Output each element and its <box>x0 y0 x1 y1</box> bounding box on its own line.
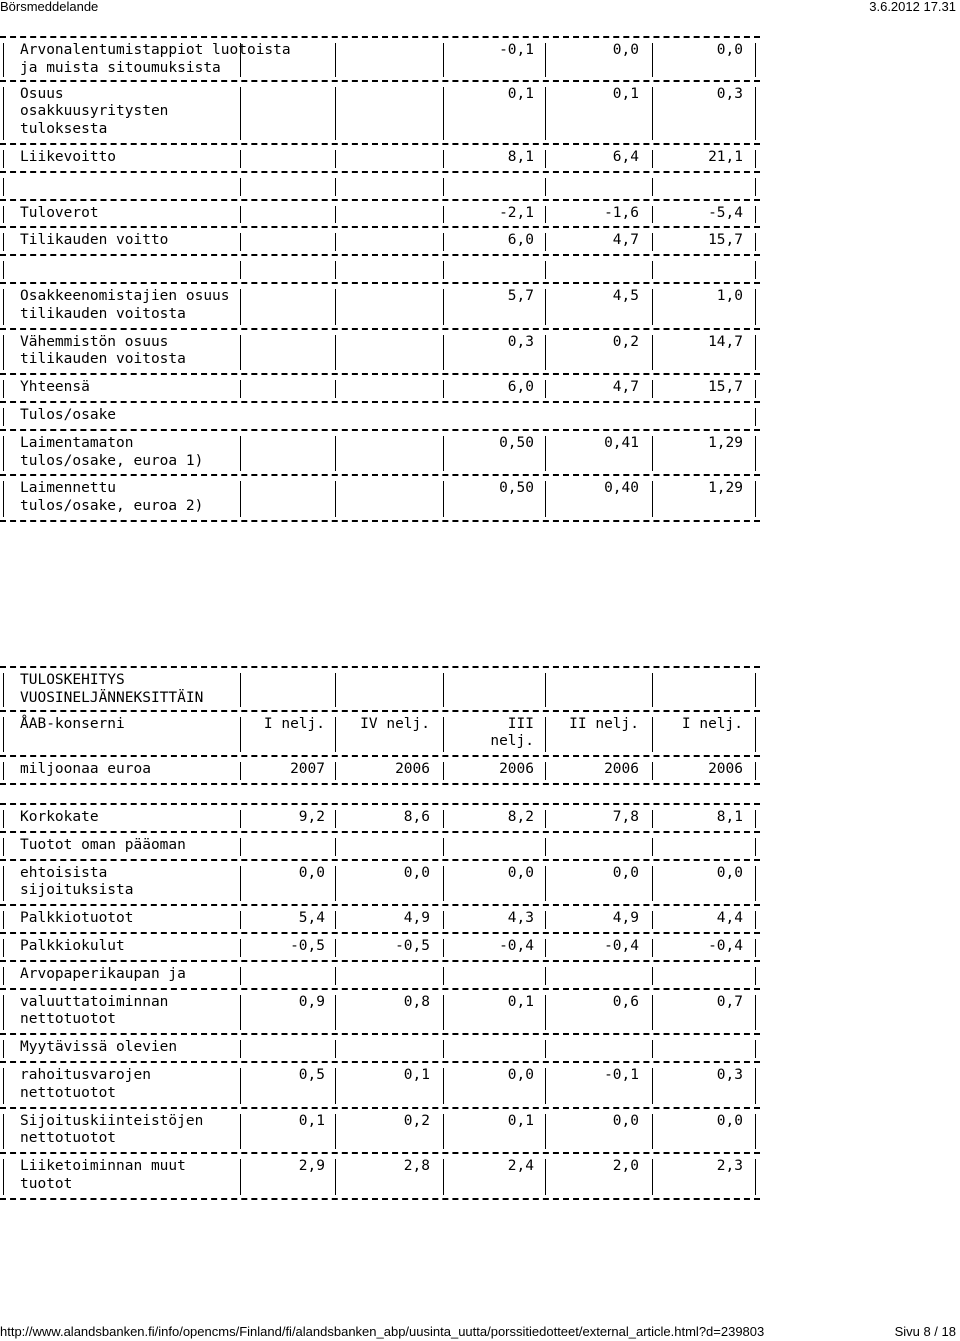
row-value: -1,6 <box>604 204 639 221</box>
quarterly-results-table <box>0 666 760 1200</box>
column-divider <box>3 481 4 517</box>
row-label-line: nettotuotot <box>20 1130 117 1147</box>
row-label <box>20 865 134 901</box>
column-divider <box>755 335 756 371</box>
column-divider <box>755 408 756 426</box>
row-label-line: Liiketoiminnan muut <box>20 1158 186 1175</box>
column-divider <box>3 717 4 753</box>
column-divider <box>755 380 756 398</box>
column-divider <box>240 335 241 371</box>
row-value: 4,9 <box>612 910 639 927</box>
column-divider <box>3 810 4 828</box>
row-label <box>20 1067 151 1103</box>
row-value: 7,8 <box>612 808 639 825</box>
row-label <box>20 407 116 425</box>
column-divider <box>240 967 241 985</box>
column-divider <box>755 911 756 929</box>
column-divider <box>3 1040 4 1058</box>
column-divider <box>755 150 756 168</box>
row-label <box>20 379 90 397</box>
row-value: 0,1 <box>403 1066 430 1083</box>
table-row <box>0 805 760 833</box>
column-divider <box>240 206 241 224</box>
table-row <box>0 145 760 173</box>
row-value: 8,6 <box>403 808 430 825</box>
column-divider <box>755 866 756 902</box>
column-divider <box>755 810 756 828</box>
row-value: 0,0 <box>612 42 639 58</box>
row-value: 0,2 <box>612 333 639 350</box>
row-value: 2,0 <box>612 1158 639 1175</box>
column-divider <box>335 838 336 856</box>
row-value: 0,2 <box>403 1112 430 1129</box>
column-header <box>443 716 534 752</box>
column-divider <box>335 335 336 371</box>
row-label-line: Tulos/osake <box>20 406 117 423</box>
row-label-line: Palkkiotuotot <box>20 910 134 927</box>
table-row <box>0 431 760 477</box>
column-divider <box>755 206 756 224</box>
row-value: 2006 <box>604 761 639 778</box>
column-divider <box>3 866 4 902</box>
column-divider <box>755 1068 756 1104</box>
column-divider <box>335 150 336 168</box>
row-value: 0,0 <box>716 1112 743 1129</box>
row-label <box>20 994 168 1030</box>
row-label <box>20 1113 203 1149</box>
column-divider <box>652 673 653 707</box>
column-divider <box>240 673 241 707</box>
row-label-line: Palkkiokulut <box>20 937 125 954</box>
column-divider <box>335 43 336 77</box>
page-footer <box>0 1324 960 1341</box>
row-value: 2006 <box>395 761 430 778</box>
row-value: 4,7 <box>612 379 639 396</box>
column-divider <box>755 1114 756 1150</box>
row-label-line: osakkuusyritysten <box>20 103 169 120</box>
row-value: 0,6 <box>612 993 639 1010</box>
column-divider <box>3 233 4 251</box>
row-value: 4,7 <box>612 232 639 249</box>
column-divider <box>240 380 241 398</box>
row-label-line: Vähemmistön osuus <box>20 333 169 350</box>
column-divider <box>3 261 4 279</box>
table-row <box>0 962 760 990</box>
column-header-line: III <box>507 715 534 732</box>
column-divider <box>335 1040 336 1058</box>
column-divider <box>3 87 4 140</box>
row-label-line: tulos/osake, euroa 1) <box>20 452 204 469</box>
row-label-line: tuotot <box>20 1175 73 1192</box>
row-label-line: Tilikauden voitto <box>20 232 169 249</box>
row-value: 0,1 <box>298 1112 325 1129</box>
column-divider <box>755 87 756 140</box>
column-header-line: nelj. <box>490 733 534 750</box>
row-label-line: Korkokate <box>20 808 99 825</box>
row-value: -0,4 <box>604 937 639 954</box>
table-row <box>0 990 760 1036</box>
column-divider <box>755 233 756 251</box>
row-label <box>20 149 116 167</box>
row-label <box>20 910 134 928</box>
row-label-line: Liikevoitto <box>20 148 117 165</box>
row-value: 8,1 <box>507 148 534 165</box>
row-value: 0,0 <box>612 864 639 881</box>
row-value: 0,0 <box>507 1066 534 1083</box>
row-label-line: TULOSKEHITYS <box>20 672 125 688</box>
column-divider <box>652 261 653 279</box>
column-divider <box>3 1068 4 1104</box>
row-value: 0,0 <box>403 864 430 881</box>
column-divider <box>443 261 444 279</box>
row-label <box>20 205 99 223</box>
column-divider <box>443 178 444 196</box>
column-divider <box>3 673 4 707</box>
column-divider <box>3 335 4 371</box>
column-divider <box>755 436 756 472</box>
column-divider <box>545 673 546 707</box>
row-label-line: Arvonalentumistappiot luotoista <box>20 42 291 58</box>
column-divider <box>335 178 336 196</box>
row-value: 2006 <box>499 761 534 778</box>
row-value: 5,4 <box>298 910 325 927</box>
column-divider <box>755 838 756 856</box>
column-divider <box>755 481 756 517</box>
column-divider <box>3 43 4 77</box>
column-divider <box>3 1159 4 1195</box>
column-divider <box>652 178 653 196</box>
row-value: 6,0 <box>507 232 534 249</box>
row-label <box>20 334 186 370</box>
table-row <box>0 906 760 934</box>
row-label-line: Myytävissä olevien <box>20 1039 178 1056</box>
column-divider <box>335 481 336 517</box>
row-value: 0,1 <box>507 1112 534 1129</box>
column-header-line: I nelj. <box>263 715 325 732</box>
column-divider <box>755 939 756 957</box>
row-value: 0,0 <box>507 864 534 881</box>
column-divider <box>443 967 444 985</box>
row-label-line: ÅAB-konserni <box>20 715 125 732</box>
column-divider <box>240 289 241 325</box>
column-divider <box>755 1040 756 1058</box>
row-value: 2,4 <box>507 1158 534 1175</box>
row-value: 0,1 <box>507 993 534 1010</box>
table-row <box>0 861 760 907</box>
row-value: 0,0 <box>716 864 743 881</box>
row-label-line: tulos/osake, euroa 2) <box>20 498 204 515</box>
column-divider <box>240 178 241 196</box>
table-title-row <box>0 666 760 712</box>
row-value: -0,5 <box>395 937 430 954</box>
print-timestamp: 3.6.2012 17.31 <box>869 0 956 14</box>
column-divider <box>545 261 546 279</box>
column-header-line: II nelj. <box>569 715 639 732</box>
row-value: 14,7 <box>708 333 743 350</box>
column-divider <box>443 1040 444 1058</box>
column-divider <box>335 87 336 140</box>
row-label-line: valuuttatoiminnan <box>20 993 169 1010</box>
column-divider <box>240 233 241 251</box>
row-value: -0,4 <box>708 937 743 954</box>
column-divider <box>3 436 4 472</box>
column-divider <box>3 380 4 398</box>
row-label <box>20 288 230 324</box>
row-value: 0,0 <box>716 42 743 58</box>
row-label <box>20 86 168 139</box>
row-value: 0,50 <box>499 434 534 451</box>
column-divider <box>3 408 4 426</box>
column-divider <box>240 436 241 472</box>
row-value: 4,4 <box>716 910 743 927</box>
row-value: 0,5 <box>298 1066 325 1083</box>
row-label-line: Osuus <box>20 85 64 102</box>
income-statement-table <box>0 36 760 522</box>
column-header <box>545 716 639 734</box>
column-divider <box>3 967 4 985</box>
row-value: 4,5 <box>612 287 639 304</box>
row-label-line: rahoitusvarojen <box>20 1066 151 1083</box>
row-label-line: ja muista sitoumuksista <box>20 59 221 76</box>
table-row <box>0 1154 760 1200</box>
column-divider <box>755 673 756 707</box>
row-label-line: Osakkeenomistajien osuus <box>20 287 230 304</box>
column-divider <box>3 911 4 929</box>
quarter-header-row <box>0 712 760 758</box>
column-divider <box>335 289 336 325</box>
column-divider <box>755 43 756 77</box>
row-value: 0,9 <box>298 993 325 1010</box>
column-divider <box>3 762 4 780</box>
table-row <box>0 173 760 201</box>
column-header <box>652 716 743 734</box>
row-value: 8,1 <box>716 808 743 825</box>
row-label-line: nettotuotot <box>20 1011 117 1028</box>
row-label-line: nettotuotot <box>20 1084 117 1101</box>
row-value: 0,7 <box>716 993 743 1010</box>
page-header <box>0 0 960 16</box>
table-row <box>0 82 760 145</box>
row-label-line: tuloksesta <box>20 121 108 138</box>
column-divider <box>3 995 4 1031</box>
row-value: 15,7 <box>708 379 743 396</box>
column-divider <box>755 717 756 753</box>
row-value: 1,0 <box>716 287 743 304</box>
column-divider <box>3 939 4 957</box>
table-row <box>0 476 760 522</box>
row-value: -0,1 <box>499 42 534 58</box>
table-row <box>0 1063 760 1109</box>
row-value: 6,0 <box>507 379 534 396</box>
row-label-line: ehtoisista <box>20 864 108 881</box>
column-divider <box>3 1114 4 1150</box>
row-label <box>20 716 125 734</box>
column-divider <box>443 838 444 856</box>
row-value: 0,1 <box>507 85 534 102</box>
table-row <box>0 833 760 861</box>
row-value: 15,7 <box>708 232 743 249</box>
column-divider <box>240 261 241 279</box>
year-header-row <box>0 757 760 785</box>
row-label-line: Laimentamaton <box>20 434 134 451</box>
column-divider <box>335 380 336 398</box>
row-value: 0,0 <box>612 1112 639 1129</box>
row-value: 8,2 <box>507 808 534 825</box>
row-label <box>20 480 203 516</box>
row-value: 2,3 <box>716 1158 743 1175</box>
table-row <box>0 1109 760 1155</box>
column-divider <box>3 838 4 856</box>
column-header-line: I nelj. <box>681 715 743 732</box>
column-divider <box>3 178 4 196</box>
row-value: 21,1 <box>708 148 743 165</box>
row-value: 0,3 <box>716 1066 743 1083</box>
row-label-line: Yhteensä <box>20 379 90 396</box>
row-label-line: VUOSINELJÄNNEKSITTÄIN <box>20 689 204 706</box>
column-divider <box>240 1040 241 1058</box>
row-label <box>20 672 203 708</box>
column-divider <box>240 481 241 517</box>
column-divider <box>335 436 336 472</box>
row-value: -2,1 <box>499 204 534 221</box>
row-label-line: miljoonaa euroa <box>20 761 151 778</box>
row-value: 0,3 <box>507 333 534 350</box>
row-label <box>20 809 99 827</box>
row-value: 2006 <box>708 761 743 778</box>
table-row <box>0 36 760 82</box>
row-value: 0,8 <box>403 993 430 1010</box>
row-value: -5,4 <box>708 204 743 221</box>
row-value: 4,3 <box>507 910 534 927</box>
column-divider <box>755 762 756 780</box>
row-value: 2,8 <box>403 1158 430 1175</box>
row-value: 0,0 <box>298 864 325 881</box>
column-divider <box>652 967 653 985</box>
row-label <box>20 232 168 250</box>
row-value: 4,9 <box>403 910 430 927</box>
row-label <box>20 761 151 779</box>
column-header <box>335 716 430 734</box>
table-row <box>0 330 760 376</box>
row-value: 2,9 <box>298 1158 325 1175</box>
row-label <box>20 1158 186 1194</box>
row-value: -0,4 <box>499 937 534 954</box>
column-divider <box>652 1040 653 1058</box>
table-row <box>0 375 760 403</box>
column-divider <box>335 206 336 224</box>
row-label-line: Tuotot oman pääoman <box>20 836 186 853</box>
row-label-line: Arvopaperikaupan ja <box>20 965 186 982</box>
table-row <box>0 284 760 330</box>
row-value: 0,41 <box>604 434 639 451</box>
column-divider <box>755 289 756 325</box>
row-label <box>20 42 291 78</box>
row-label-line: Tuloverot <box>20 204 99 221</box>
row-value: 0,1 <box>612 85 639 102</box>
row-value: 5,7 <box>507 287 534 304</box>
row-value: 1,29 <box>708 480 743 497</box>
column-divider <box>755 967 756 985</box>
column-header-line: IV nelj. <box>360 715 430 732</box>
table-row <box>0 1035 760 1063</box>
table-separator <box>0 785 760 805</box>
column-divider <box>240 150 241 168</box>
column-divider <box>652 838 653 856</box>
row-value: 2007 <box>290 761 325 778</box>
column-divider <box>3 206 4 224</box>
page-number: Sivu 8 / 18 <box>894 1324 956 1339</box>
column-divider <box>755 261 756 279</box>
row-value: -0,1 <box>604 1066 639 1083</box>
column-divider <box>755 995 756 1031</box>
row-label <box>20 435 203 471</box>
column-divider <box>335 233 336 251</box>
row-value: 9,2 <box>298 808 325 825</box>
row-label-line: sijoituksista <box>20 882 134 899</box>
row-label-line: tilikauden voitosta <box>20 351 186 368</box>
table-row <box>0 403 760 431</box>
row-value: 0,50 <box>499 480 534 497</box>
row-label <box>20 938 125 956</box>
row-value: 1,29 <box>708 434 743 451</box>
row-label <box>20 966 186 984</box>
column-divider <box>240 87 241 140</box>
source-url: http://www.alandsbanken.fi/info/opencms/Finland/fi/alandsbanken_abp/uusinta_uutta/porssitiedotteet/external_article.html?d=239803 <box>0 1324 765 1339</box>
column-divider <box>755 1159 756 1195</box>
row-value: 6,4 <box>612 148 639 165</box>
row-value: 0,3 <box>716 85 743 102</box>
column-divider <box>240 838 241 856</box>
row-label-line: Sijoituskiinteistöjen <box>20 1112 204 1129</box>
row-label <box>20 1039 177 1057</box>
column-divider <box>545 838 546 856</box>
column-divider <box>335 967 336 985</box>
row-label-line: Laimennettu <box>20 480 117 497</box>
column-header <box>240 716 325 734</box>
row-value: -0,5 <box>290 937 325 954</box>
column-divider <box>545 967 546 985</box>
column-divider <box>335 261 336 279</box>
row-value: 0,40 <box>604 480 639 497</box>
column-divider <box>3 150 4 168</box>
row-label-line: tilikauden voitosta <box>20 305 186 322</box>
document-type: Börsmeddelande <box>0 0 99 14</box>
column-divider <box>755 178 756 196</box>
table-row <box>0 228 760 256</box>
column-divider <box>335 673 336 707</box>
column-divider <box>545 1040 546 1058</box>
table-row <box>0 201 760 229</box>
column-divider <box>443 673 444 707</box>
row-label <box>20 837 186 855</box>
table-row <box>0 934 760 962</box>
column-divider <box>545 178 546 196</box>
table-row <box>0 256 760 284</box>
column-divider <box>3 289 4 325</box>
